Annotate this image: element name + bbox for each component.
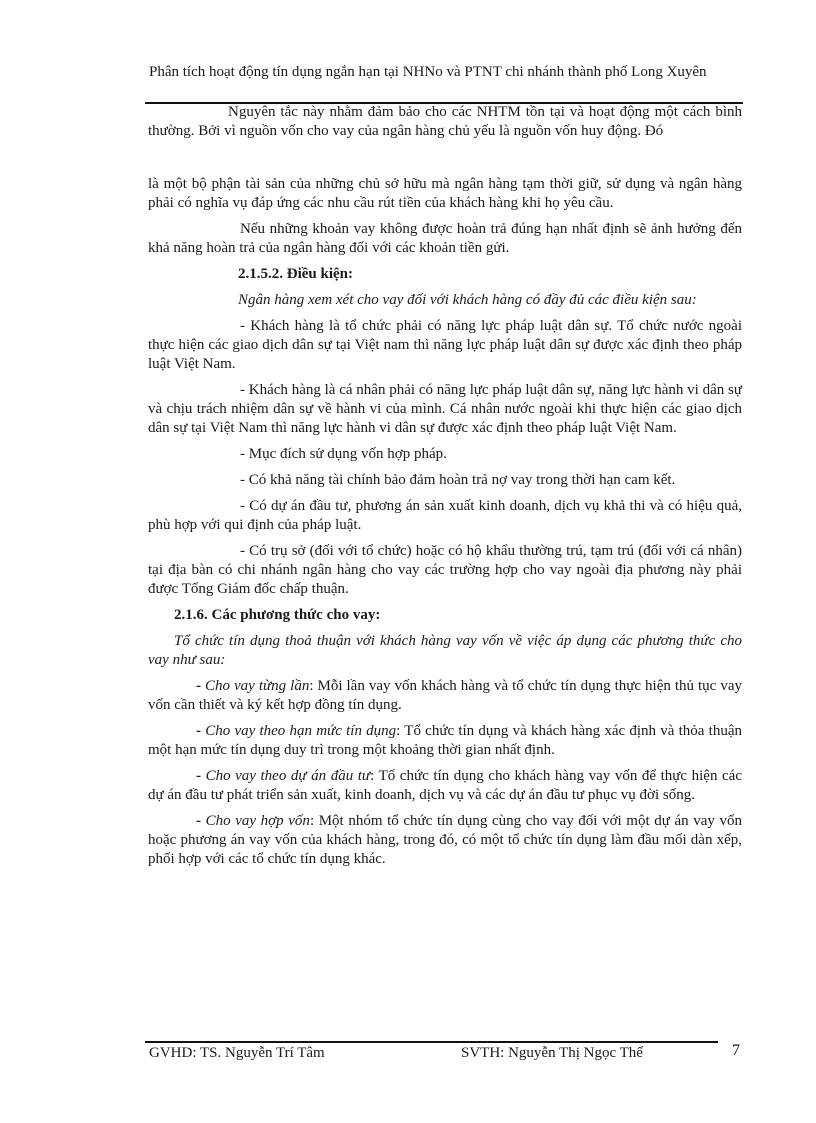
method-description: : Mỗi lần vay vốn khách hàng và tổ chức tín dụng thực hiện thủ tục vay vốn cần thiết và ký kết hợp đồng tín dụng. (148, 678, 742, 713)
method-investment-project (148, 767, 742, 805)
method-single-loan (148, 677, 742, 715)
spacer (148, 715, 742, 722)
method-description: : Tổ chức tín dụng và khách hàng xác định và thỏa thuận một hạn mức tín dụng duy trì trong một khoảng thời gian nhất định. (148, 723, 743, 758)
spacer (148, 805, 742, 812)
method-dash: - (196, 723, 206, 739)
spacer (148, 213, 742, 220)
condition-individual: - Khách hàng là cá nhân phải có năng lực pháp luật dân sự, năng lực hành vi dân sự và chịu trách nhiệm dân sự về hành vi của mình. Cá nhân nước ngoài khi thực hiện các giao dịch dân sự tại Việt Nam thì năng lực hành vi dân sự được xác định theo pháp luật Việt Nam. (148, 382, 742, 436)
document-body (148, 103, 742, 869)
spacer (148, 625, 742, 632)
spacer (148, 670, 742, 677)
spacer (148, 535, 742, 542)
method-credit-limit (148, 722, 742, 760)
section-heading-lending-methods: 2.1.6. Các phương thức cho vay: (174, 607, 381, 623)
condition-location: - Có trụ sở (đối với tổ chức) hoặc có hộ khẩu thường trú, tạm trú (đối với cá nhân) tại địa bàn có chi nhánh ngân hàng cho vay các trường hợp cho vay ngoài địa phương này phải được Tổng Giám đốc chấp thuận. (148, 543, 742, 597)
method-dash: - (196, 813, 206, 829)
paragraph-principle-continued: là một bộ phận tài sản của những chủ sở hữu mà ngân hàng tạm thời giữ, sử dụng và ngân hàng phải có nghĩa vụ đáp ứng các nhu cầu rút tiền của khách hàng khi họ yêu cầu. (148, 176, 742, 211)
paragraph-repayment: Nếu những khoản vay không được hoàn trả đúng hạn nhất định sẽ ảnh hưởng đến khả năng hoàn trả của ngân hàng đối với các khoản tiền gửi. (148, 221, 742, 256)
page-number: 7 (732, 1042, 740, 1059)
spacer (148, 374, 742, 381)
footer-advisor: GVHD: TS. Nguyễn Trí Tâm (149, 1045, 325, 1061)
condition-purpose: - Mục đích sử dụng vốn hợp pháp. (240, 446, 447, 462)
section-heading-conditions: 2.1.5.2. Điều kiện: (238, 266, 354, 282)
conditions-intro: Ngân hàng xem xét cho vay đối với khách hàng có đầy đủ các điều kiện sau: (238, 292, 697, 308)
method-term: Cho vay theo hạn mức tín dụng (205, 723, 397, 739)
condition-project: - Có dự án đầu tư, phương án sản xuất kinh doanh, dịch vụ khả thi và có hiệu quả, phù hợp với qui định của pháp luật. (148, 498, 742, 533)
paragraph-principle: Nguyên tắc này nhằm đảm bảo cho các NHTM tồn tại và hoạt động một cách bình thường. Bởi vì nguồn vốn cho vay của ngân hàng chủ yếu là nguồn vốn huy động. Đó (148, 104, 742, 139)
footer-rule (145, 1041, 718, 1043)
lending-methods-intro: Tổ chức tín dụng thoả thuận với khách hàng vay vốn về việc áp dụng các phương thức cho vay như sau: (148, 633, 742, 668)
condition-organization: - Khách hàng là tổ chức phải có năng lực pháp luật dân sự. Tổ chức nước ngoài thực hiện các giao dịch dân sự tại Việt nam thì năng lực pháp luật dân sự được xác định theo pháp luật Việt Nam. (148, 318, 742, 372)
spacer (148, 760, 742, 767)
condition-financial: - Có khả năng tài chính bảo đảm hoàn trả nợ vay trong thời hạn cam kết. (240, 472, 676, 488)
method-term: Cho vay từng lần (205, 678, 310, 694)
method-dash: - (196, 768, 206, 784)
spacer (148, 438, 742, 445)
spacer (148, 490, 742, 497)
method-description: : Tổ chức tín dụng cho khách hàng vay vốn để thực hiện các dự án đầu tư phát triển sản xuất, kinh doanh, dịch vụ và các dự án đầu tư phục vụ đời sống. (148, 768, 742, 803)
method-syndicated-loan (148, 812, 742, 869)
method-term: Cho vay hợp vốn (205, 813, 310, 829)
spacer (148, 310, 742, 317)
spacer (148, 599, 742, 606)
paragraph-gap (148, 141, 742, 175)
spacer (148, 464, 742, 471)
running-header: Phân tích hoạt động tín dụng ngắn hạn tại NHNo và PTNT chi nhánh thành phố Long Xuyên (149, 64, 707, 80)
spacer (148, 258, 742, 265)
spacer (148, 284, 742, 291)
method-term: Cho vay theo dự án đầu tư (205, 768, 371, 784)
method-description: : Một nhóm tổ chức tín dụng cùng cho vay đối với một dự án vay vốn hoặc phương án vay vốn của khách hàng, trong đó, có một tổ chức tín dụng làm đầu mối dàn xếp, phối hợp với các tổ chức tín dụng khác. (148, 813, 743, 867)
method-dash: - (196, 678, 205, 694)
footer-student: SVTH: Nguyễn Thị Ngọc Thế (461, 1045, 643, 1061)
